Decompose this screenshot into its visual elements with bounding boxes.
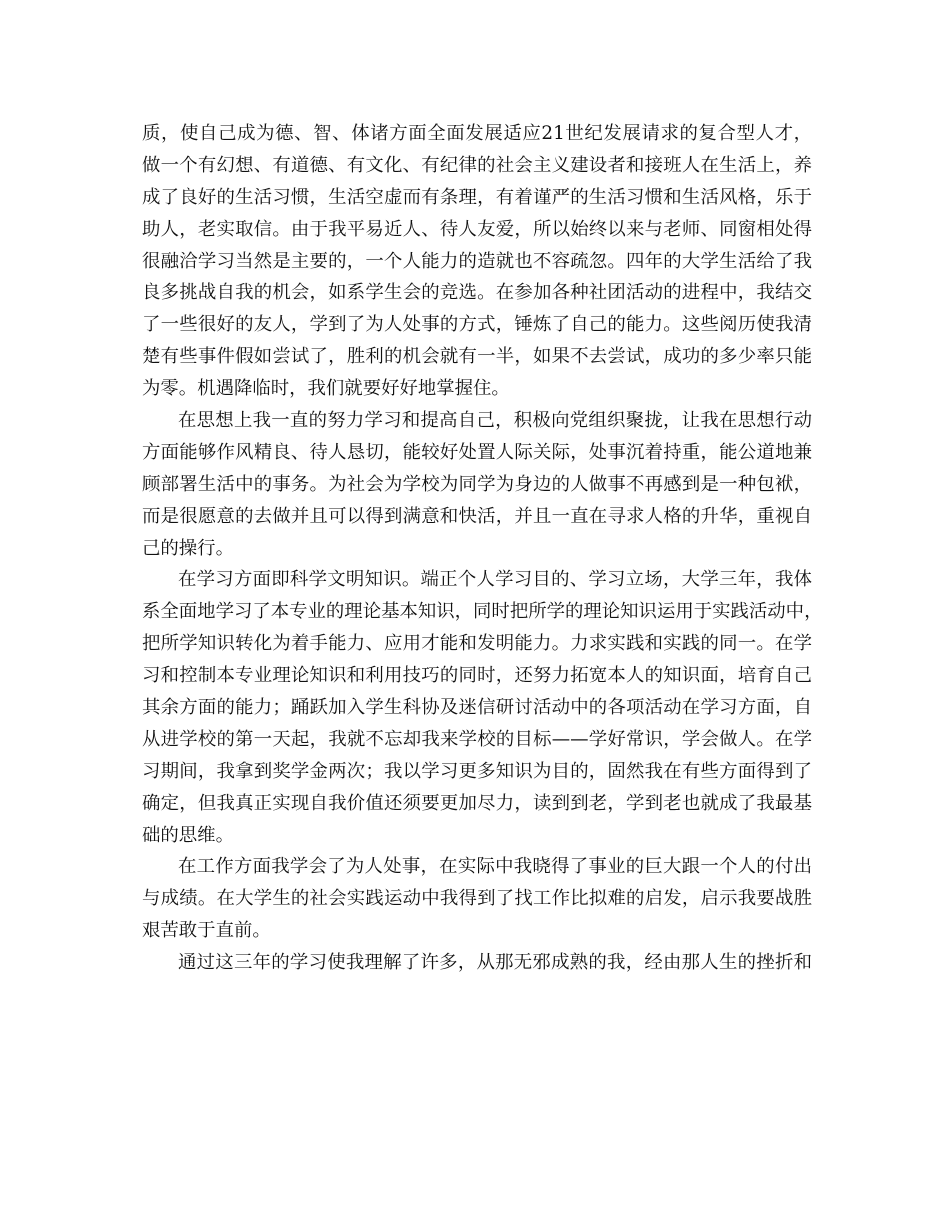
paragraph-4 [142,851,812,947]
text-line: 习和控制本专业理论知识和利用技巧的同时，还努力拓宽本人的知识面，培育自己 [142,665,812,687]
text-line: 从进学校的第一天起，我就不忘却我来学校的目标——学好常识，学会做人。在学 [142,728,812,750]
document-body [142,118,823,979]
text-line: 己的操行。 [142,537,234,559]
text-line: 把所学知识转化为着手能力、应用才能和发明能力。力求实践和实践的同一。在学 [142,633,812,655]
text-line: 楚有些事件假如尝试了，胜利的机会就有一半，如果不去尝试，成功的多少率只能 [142,346,812,368]
text-line: 础的思维。 [142,824,234,846]
text-line: 很融洽学习当然是主要的，一个人能力的造就也不容疏忽。四年的大学生活给了我 [142,250,812,272]
text-line: 了一些很好的友人，学到了为人处事的方式，锤炼了自己的能力。这些阅历使我清 [142,314,812,336]
text-line: 系全面地学习了本专业的理论基本知识，同时把所学的理论知识运用于实践活动中， [142,601,823,623]
text-line: 方面能够作风精良、待人恳切，能较好处置人际关际，处事沉着持重，能公道地兼 [142,441,812,463]
paragraph-3 [142,564,823,851]
text-line: 成了良好的生活习惯，生活空虚而有条理，有着谨严的生活习惯和生活风格，乐于 [142,186,812,208]
text-line: 为零。机遇降临时，我们就要好好地掌握住。 [142,378,510,400]
text-line: 习期间，我拿到奖学金两次；我以学习更多知识为目的，固然我在有些方面得到了 [142,760,812,782]
text-line: 艰苦敢于直前。 [142,920,271,942]
text-line: 通过这三年的学习使我理解了许多，从那无邪成熟的我，经由那人生的挫折和 [178,952,812,974]
text-line: 与成绩。在大学生的社会实践运动中我得到了找工作比拟难的启发，启示我要战胜 [142,888,812,910]
text-line: 在学习方面即科学文明知识。端正个人学习目的、学习立场，大学三年，我体 [178,569,812,591]
text-line: 在思想上我一直的努力学习和提高自己，积极向党组织聚拢，让我在思想行动 [178,410,812,432]
text-line: 质，使自己成为德、智、体诸方面全面发展适应21世纪发展请求的复合型人才， [142,123,812,144]
text-line: 而是很愿意的去做并且可以得到满意和快活，并且一直在寻求人格的升华，重视自 [142,505,812,527]
text-line: 顾部署生活中的事务。为社会为学校为同学为身边的人做事不再感到是一种包袱， [142,473,812,495]
text-line: 确定，但我真正实现自我价值还须要更加尽力，读到到老，学到老也就成了我最基 [142,792,812,814]
paragraph-2 [142,405,812,564]
text-line: 良多挑战自我的机会，如系学生会的竞选。在参加各种社团活动的进程中，我结交 [142,282,812,304]
text-line: 在工作方面我学会了为人处事，在实际中我晓得了事业的巨大跟一个人的付出 [178,856,812,878]
paragraph-5 [142,947,812,979]
text-line: 做一个有幻想、有道德、有文化、有纪律的社会主义建设者和接班人在生活上，养 [142,154,812,176]
paragraph-1 [142,118,812,405]
text-line: 助人，老实取信。由于我平易近人、待人友爱，所以始终以来与老师、同窗相处得 [142,218,812,240]
text-line: 其余方面的能力；踊跃加入学生科协及迷信研讨活动中的各项活动在学习方面，自 [142,697,812,719]
